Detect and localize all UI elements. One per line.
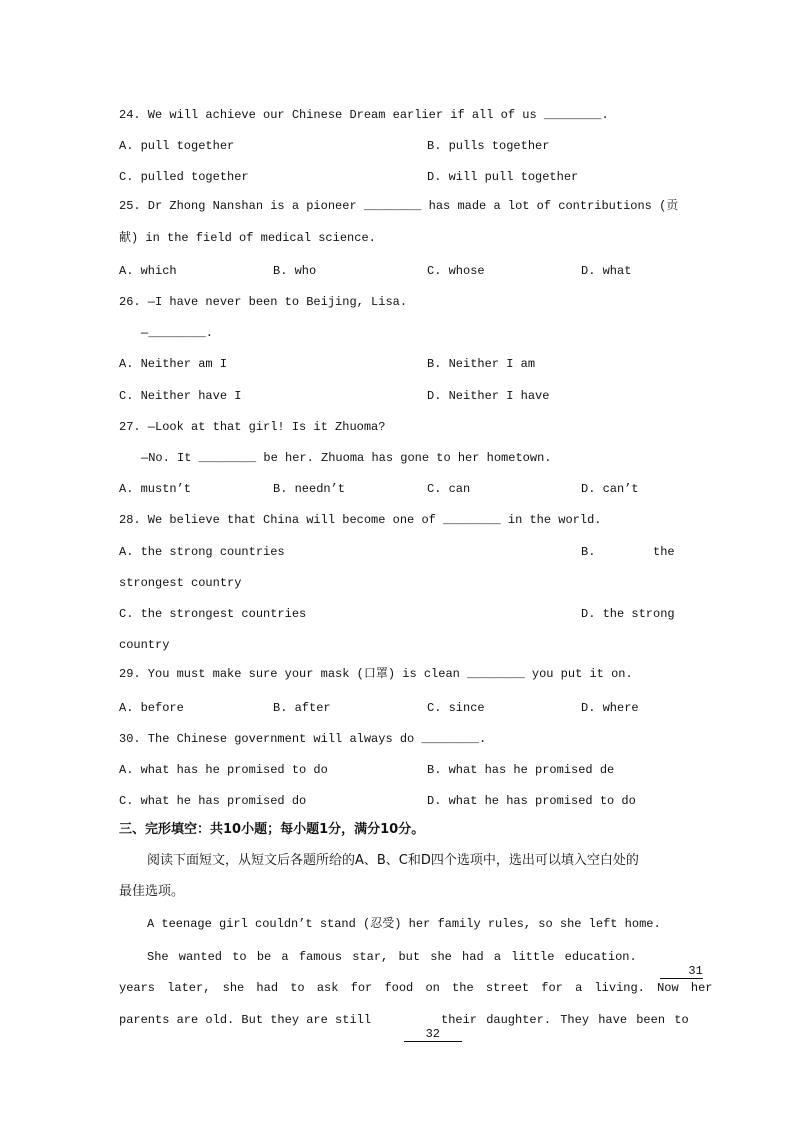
q28-stem: 28. We believe that China will become one of ________ in the world. <box>119 513 602 527</box>
q24-option-a: A. pull together <box>119 139 235 153</box>
q29-option-c: C. since <box>427 701 485 715</box>
passage-line4-part2: their daughter. They have been to <box>441 1013 689 1027</box>
q28-option-b-rest: strongest country <box>119 576 242 590</box>
q26-option-b: B. Neither I am <box>427 357 536 371</box>
passage-line2: She wanted to be a famous star, but she had a little education. <box>147 950 637 964</box>
q27-option-b: B. needn’t <box>273 482 346 496</box>
q27-option-a: A. mustn’t <box>119 482 192 496</box>
q24-option-c: C. pulled together <box>119 170 249 184</box>
q27-line2: —No. It ________ be her. Zhuoma has gone to her hometown. <box>141 451 552 465</box>
blank-32 <box>375 1013 441 1056</box>
passage-line1: A teenage girl couldn’t stand (忍受) her family rules, so she left home. <box>147 917 661 931</box>
q26-option-c: C. Neither have I <box>119 389 242 403</box>
q24-option-d: D. will pull together <box>427 170 579 184</box>
q28-option-b-label: B. <box>581 545 596 559</box>
q26-option-a: A. Neither am I <box>119 357 228 371</box>
q27-option-d: D. can’t <box>581 482 639 496</box>
q27-line1: 27. —Look at that girl! Is it Zhuoma? <box>119 420 386 434</box>
q28-option-b-word: the <box>653 545 675 559</box>
q24-stem: 24. We will achieve our Chinese Dream earlier if all of us ________. <box>119 108 609 122</box>
blank-31-number: 31 <box>660 964 703 979</box>
q24-option-b: B. pulls together <box>427 139 550 153</box>
q26-line1: 26. —I have never been to Beijing, Lisa. <box>119 295 408 309</box>
q27-option-c: C. can <box>427 482 471 496</box>
q29-option-d: D. where <box>581 701 639 715</box>
q29-stem: 29. You must make sure your mask (口罩) is clean ________ you put it on. <box>119 667 633 681</box>
q28-option-c: C. the strongest countries <box>119 607 307 621</box>
passage-line4-part1: parents are old. But they are still <box>119 1013 372 1027</box>
q28-option-d-rest: country <box>119 638 170 652</box>
q30-option-b: B. what has he promised de <box>427 763 615 777</box>
q30-option-a: A. what has he promised to do <box>119 763 328 777</box>
q28-option-a: A. the strong countries <box>119 545 285 559</box>
q25-option-b: B. who <box>273 264 317 278</box>
blank-32-number: 32 <box>404 1027 462 1042</box>
q30-option-c: C. what he has promised do <box>119 794 307 808</box>
q25-option-a: A. which <box>119 264 177 278</box>
q30-option-d: D. what he has promised to do <box>427 794 636 808</box>
q30-stem: 30. The Chinese government will always do ________. <box>119 732 487 746</box>
q29-option-a: A. before <box>119 701 184 715</box>
section3-heading: 三、完形填空：共10小题；每小题1分，满分10分。 <box>119 822 425 837</box>
q26-option-d: D. Neither I have <box>427 389 550 403</box>
section3-instruction-line1: 阅读下面短文，从短文后各题所给的A、B、C和D四个选项中，选出可以填入空白处的 <box>147 853 639 868</box>
q25-option-c: C. whose <box>427 264 485 278</box>
q25-stem-line2: 献) in the field of medical science. <box>119 231 376 245</box>
passage-line3: years later, she had to ask for food on the street for a living. Now her <box>119 981 713 995</box>
section3-instruction-line2: 最佳选项。 <box>119 884 185 899</box>
q26-line2: —________. <box>141 326 214 340</box>
q25-option-d: D. what <box>581 264 632 278</box>
q28-option-d: D. the strong <box>581 607 675 621</box>
q29-option-b: B. after <box>273 701 331 715</box>
q25-stem-line1: 25. Dr Zhong Nanshan is a pioneer ________ has made a lot of contributions (贡 <box>119 199 679 213</box>
